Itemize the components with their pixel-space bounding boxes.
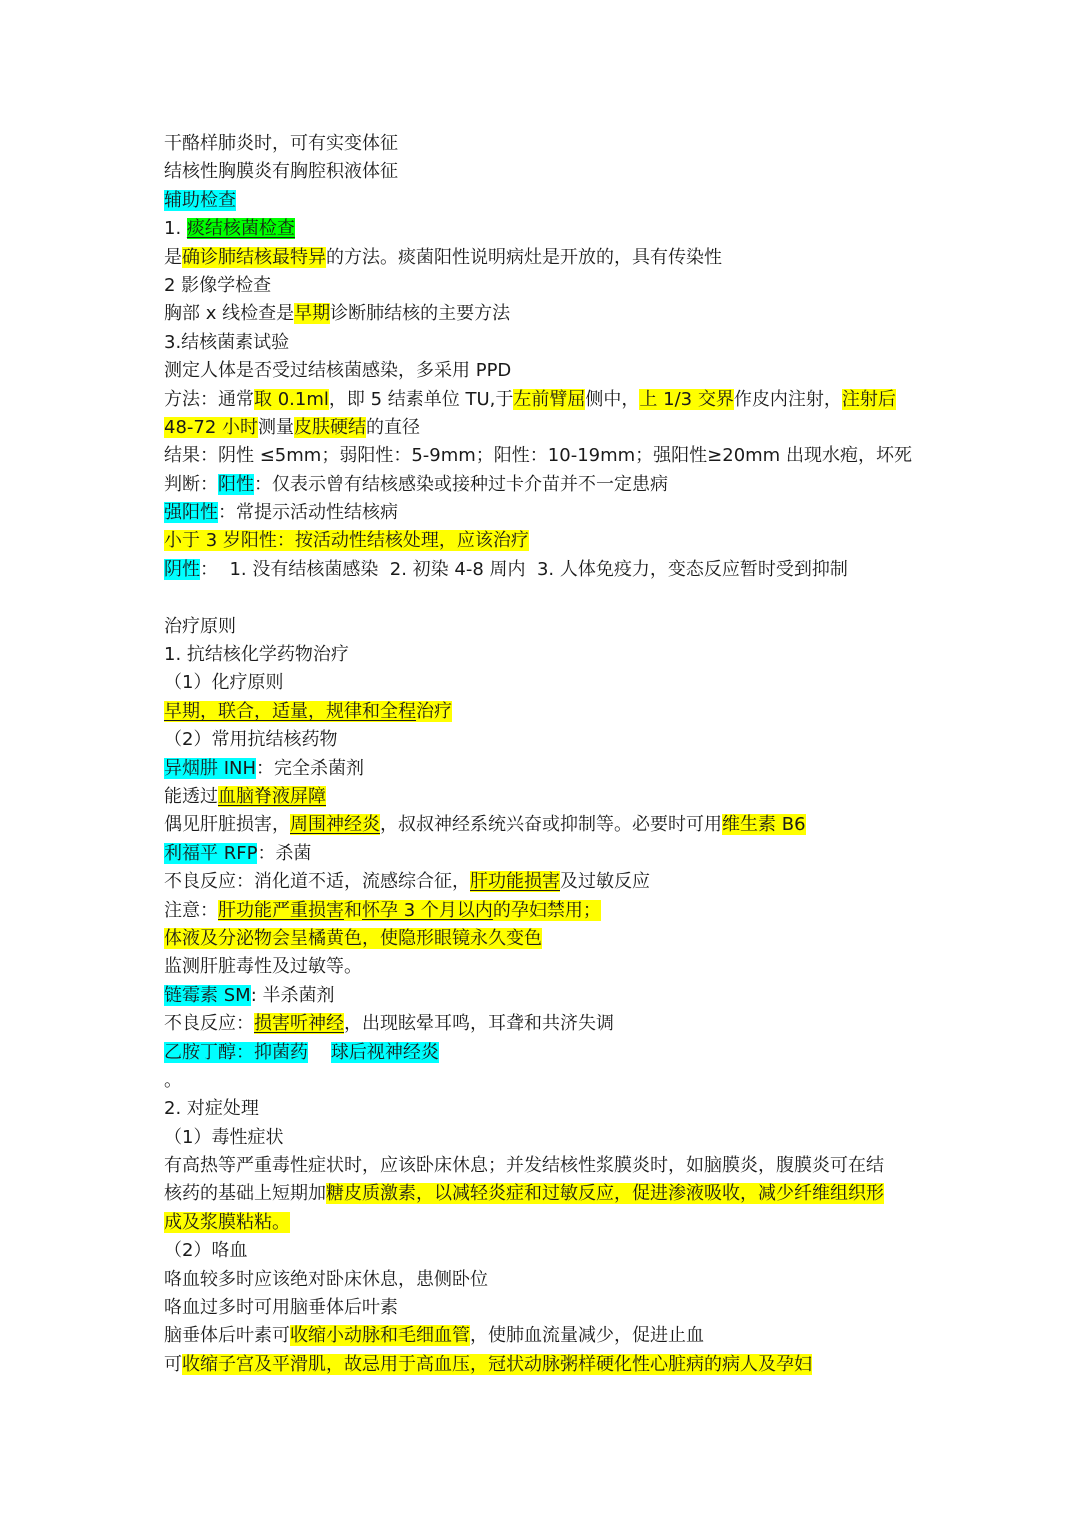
text-segment: 1. (164, 218, 187, 240)
text-segment: 的直径 (366, 416, 421, 438)
highlighted-text: 链霉素 SM (164, 984, 251, 1006)
highlighted-text: 小于 3 岁阳性：按活动性结核处理，应该治疗 (164, 530, 529, 552)
text-line (164, 925, 924, 953)
highlighted-text: 48-72 小时 (164, 416, 259, 438)
text-line (164, 1209, 924, 1237)
text-segment: 结果：阴性 ≤5mm；弱阳性：5-9mm；阳性：10-19mm；强阳性≥20mm 出现水疱，坏死 (164, 445, 912, 467)
text-line (164, 726, 924, 754)
highlighted-text: 血脑脊液屏障 (218, 785, 326, 807)
document-body (164, 130, 924, 1379)
text-line (164, 215, 924, 243)
text-line (164, 897, 924, 925)
text-segment: ，即 5 结素单位 TU,于 (328, 388, 514, 410)
text-line (164, 1124, 924, 1152)
highlighted-text: 早期，联合，适量，规律和全程 (164, 700, 416, 722)
text-segment: ，使肺血流量减少，促进止血 (470, 1325, 704, 1347)
highlighted-text: 收缩子宫及平滑肌，故忌用于高血压，冠状动脉粥样硬化性心脏病的病人及孕妇 (182, 1353, 812, 1375)
text-line (164, 1351, 924, 1379)
text-segment: 咯血较多时应该绝对卧床休息，患侧卧位 (164, 1268, 488, 1290)
text-line (164, 1237, 924, 1265)
text-line (164, 527, 924, 555)
text-segment: 测定人体是否受过结核菌感染，多采用 PPD (164, 360, 512, 382)
text-line (164, 471, 924, 499)
text-line (164, 442, 924, 470)
text-segment: 作皮内注射， (733, 388, 842, 410)
text-line (164, 868, 924, 896)
text-segment: 治疗原则 (164, 615, 236, 637)
highlighted-text: 维生素 B6 (722, 814, 806, 836)
highlighted-text: 取 0.1ml (254, 388, 329, 410)
highlighted-text: 肝功能严重损害 (218, 899, 344, 921)
highlighted-text: 异烟肼 INH (164, 757, 257, 779)
text-line (164, 669, 924, 697)
text-line (164, 499, 924, 527)
highlighted-text: 收缩小动脉和毛细血管 (290, 1325, 470, 1347)
text-line (164, 953, 924, 981)
text-segment (308, 1042, 331, 1063)
highlighted-text: 辅助检查 (164, 189, 236, 211)
highlighted-text: 肝功能损害 (470, 871, 560, 893)
text-segment: （2）咯血 (164, 1240, 248, 1262)
highlighted-text: 怀孕 3 个月以内 (362, 899, 493, 921)
highlighted-text: 球后视神经炎 (330, 1041, 439, 1063)
text-line (164, 1294, 924, 1322)
text-segment: 侧中， (585, 388, 640, 410)
text-line (164, 556, 924, 584)
text-line (164, 1180, 924, 1208)
highlighted-text: 利福平 RFP (164, 842, 258, 864)
text-segment: ：常提示活动性结核病 (218, 502, 398, 524)
text-segment: : 半杀菌剂 (250, 984, 335, 1006)
highlighted-text: 皮肤硬结 (294, 416, 367, 438)
text-segment: 的方法。痰菌阳性说明病灶是开放的，具有传染性 (326, 246, 722, 268)
highlighted-text: 阳性 (218, 473, 254, 495)
text-segment: 脑垂体后叶素可 (164, 1325, 290, 1347)
highlighted-text: 乙胺丁醇：抑菌药 (164, 1041, 308, 1063)
text-segment: 可 (164, 1353, 182, 1375)
text-line (164, 1322, 924, 1350)
text-segment: 测量 (258, 416, 295, 438)
highlighted-text: 强阳性 (164, 502, 218, 524)
text-segment: 1. 抗结核化学药物治疗 (164, 644, 349, 666)
text-line (164, 300, 924, 328)
blank-line (164, 584, 924, 612)
text-segment: 不良反应： (164, 1013, 254, 1035)
text-line (164, 1266, 924, 1294)
text-segment: 注意： (164, 899, 218, 921)
text-line (164, 613, 924, 641)
highlighted-text: 左前臂屈 (513, 388, 586, 410)
highlighted-text: 糖皮质激素，以减轻炎症和过敏反应，促进渗液吸收，减少纤维组织形 (326, 1183, 884, 1205)
text-line (164, 244, 924, 272)
text-segment: 3.结核菌素试验 (164, 331, 290, 353)
text-line (164, 130, 924, 158)
text-segment: 咯血过多时可用脑垂体后叶素 (164, 1297, 398, 1319)
text-segment: 判断： (164, 473, 218, 495)
text-line (164, 1152, 924, 1180)
text-line (164, 386, 924, 414)
text-segment: ： 1. 没有结核菌感染 2. 初染 4-8 周内 3. 人体免疫力，变态反应暂时受到抑制 (200, 558, 848, 580)
text-line (164, 698, 924, 726)
text-line (164, 414, 924, 442)
text-line (164, 840, 924, 868)
text-line (164, 1067, 924, 1095)
highlighted-text: 成及浆膜粘粘。 (164, 1211, 290, 1233)
highlighted-text: 的孕妇禁用； (492, 899, 601, 921)
highlighted-text: 注射后 (841, 388, 896, 410)
text-line (164, 982, 924, 1010)
text-segment: （2）常用抗结核药物 (164, 729, 338, 751)
text-segment: 不良反应：消化道不适，流感综合征， (164, 871, 470, 893)
text-segment: 监测肝脏毒性及过敏等。 (164, 956, 362, 978)
text-line (164, 329, 924, 357)
text-segment: 核药的基础上短期加 (164, 1183, 326, 1205)
text-segment: 2 影像学检查 (164, 274, 272, 296)
text-segment: 偶见肝脏损害， (164, 814, 290, 836)
text-line (164, 158, 924, 186)
text-line (164, 811, 924, 839)
highlighted-text: 治疗 (416, 700, 452, 722)
text-segment: ，叔叔神经系统兴奋或抑制等。必要时可用 (380, 814, 722, 836)
highlighted-text: 痰结核菌检查 (186, 218, 295, 240)
text-line (164, 1039, 924, 1067)
text-segment: 2. 对症处理 (164, 1098, 259, 1120)
highlighted-text: 阴性 (164, 558, 200, 580)
text-segment: 干酪样肺炎时，可有实变体征 (164, 133, 398, 154)
text-segment: ，出现眩晕耳鸣，耳聋和共济失调 (344, 1013, 614, 1035)
text-line (164, 357, 924, 385)
text-segment: 方法：通常 (164, 388, 254, 410)
text-line (164, 641, 924, 669)
text-line (164, 783, 924, 811)
highlighted-text: 确诊肺结核最特异 (182, 246, 326, 268)
text-segment: 能透过 (164, 785, 218, 807)
text-segment: 。 (164, 1069, 182, 1091)
text-segment: 及过敏反应 (560, 871, 650, 893)
highlighted-text: 周围神经炎 (290, 814, 380, 836)
text-line (164, 755, 924, 783)
highlighted-text: 早期 (294, 303, 331, 325)
text-line (164, 1010, 924, 1038)
text-line (164, 272, 924, 300)
text-line (164, 187, 924, 215)
highlighted-text: 体液及分泌物会呈橘黄色，使隐形眼镜永久变色 (164, 927, 542, 949)
text-segment: （1）毒性症状 (164, 1126, 284, 1148)
text-segment: ：完全杀菌剂 (256, 757, 365, 779)
text-segment: 胸部 x 线检查是 (164, 303, 295, 325)
text-segment: 是 (164, 246, 182, 268)
text-line (164, 1095, 924, 1123)
highlighted-text: 损害听神经 (254, 1013, 344, 1035)
text-segment: 结核性胸膜炎有胸腔积液体征 (164, 161, 398, 183)
highlighted-text: 和 (344, 899, 362, 921)
highlighted-text: 上 1/3 交界 (639, 388, 734, 410)
text-segment: ：仅表示曾有结核感染或接种过卡介苗并不一定患病 (254, 473, 668, 495)
text-segment: ：杀菌 (257, 842, 312, 864)
text-segment: （1）化疗原则 (164, 672, 284, 694)
text-segment: 有高热等严重毒性症状时，应该卧床休息；并发结核性浆膜炎时，如脑膜炎，腹膜炎可在结 (164, 1155, 884, 1177)
text-segment: 诊断肺结核的主要方法 (330, 303, 511, 325)
